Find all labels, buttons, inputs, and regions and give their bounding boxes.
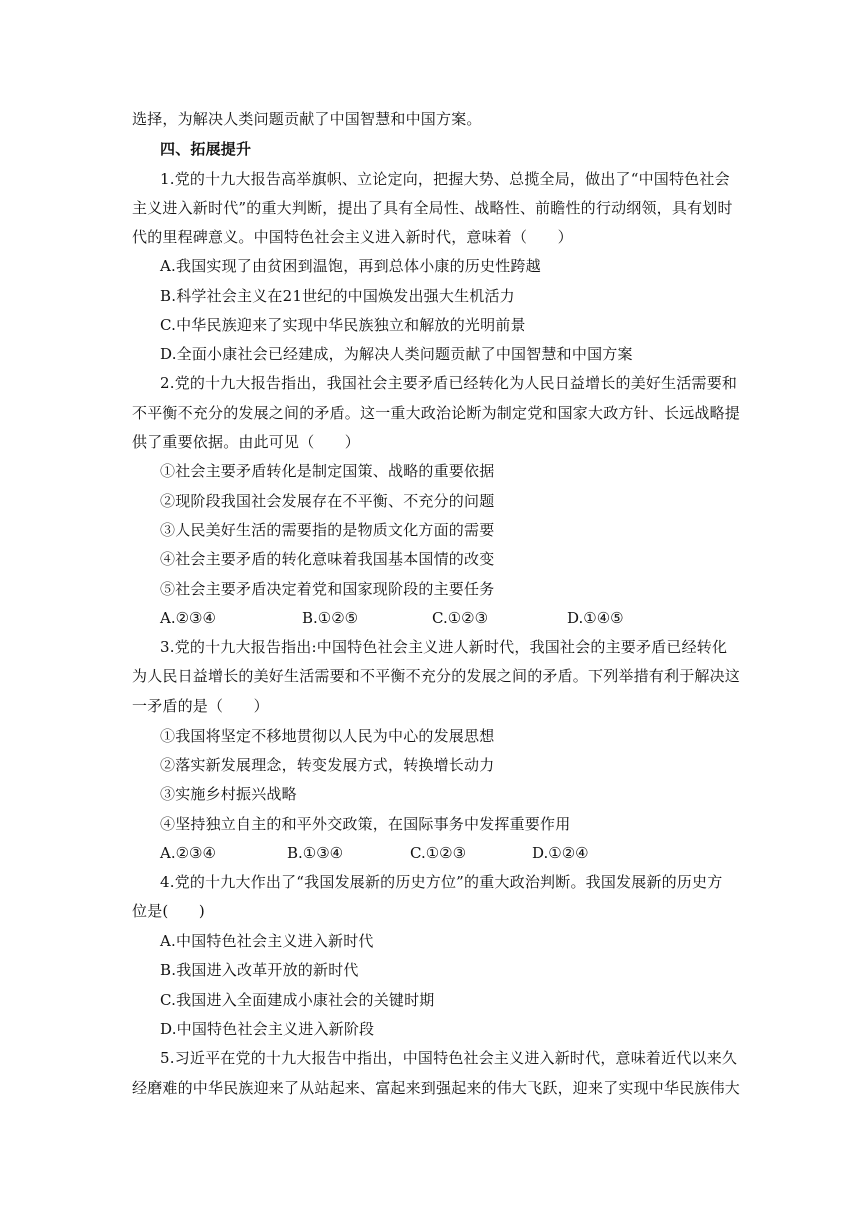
intro-line: 选择，为解决人类问题贡献了中国智慧和中国方案。 [132, 110, 482, 128]
q3-choice-a: A.②③④ [160, 844, 216, 862]
q2-statement-3: ③人民美好生活的需要指的是物质文化方面的需要 [160, 521, 495, 539]
q2-line-3: 供了重要依据。由此可见（ ） [132, 433, 361, 451]
q3-statement-3: ③实施乡村振兴战略 [160, 785, 297, 803]
q2-choice-c: C.①②③ [432, 609, 489, 627]
q3-statement-2: ②落实新发展理念，转变发展方式，转换增长动力 [160, 756, 495, 774]
q3-line-3: 一矛盾的是（ ） [132, 697, 269, 715]
q3-choice-c: C.①②③ [410, 844, 467, 862]
q4-option-b: B.我国进入改革开放的新时代 [160, 961, 359, 979]
q3-choice-d: D.①②④ [532, 844, 589, 862]
q1-line-1: 1.党的十九大报告高举旗帜、立论定向，把握大势、总揽全局，做出了“中国特色社会 [160, 170, 730, 188]
q3-line-1: 3.党的十九大报告指出:中国特色社会主义进人新时代，我国社会的主要矛盾已经转化 [160, 638, 728, 656]
q3-choice-b: B.①③④ [287, 844, 344, 862]
q1-option-b: B.科学社会主义在21世纪的中国焕发出强大生机活力 [160, 287, 515, 305]
q1-option-a: A.我国实现了由贫困到温饱，再到总体小康的历史性跨越 [160, 257, 541, 275]
q4-line-2: 位是( ) [132, 902, 205, 920]
q1-option-d: D.全面小康社会已经建成，为解决人类问题贡献了中国智慧和中国方案 [160, 345, 633, 363]
q2-line-2: 不平衡不充分的发展之间的矛盾。这一重大政治论断为制定党和国家大政方针、长远战略提 [132, 404, 741, 422]
q4-line-1: 4.党的十九大作出了“我国发展新的历史方位”的重大政治判断。我国发展新的历史方 [160, 873, 723, 891]
q2-line-1: 2.党的十九大报告指出，我国社会主要矛盾已经转化为人民日益增长的美好生活需要和 [160, 374, 738, 392]
q2-statement-5: ⑤社会主要矛盾决定着党和国家现阶段的主要任务 [160, 580, 495, 598]
q2-statement-4: ④社会主要矛盾的转化意味着我国基本国情的改变 [160, 550, 495, 568]
q5-line-1: 5.习近平在党的十九大报告中指出，中国特色社会主义进入新时代，意味着近代以来久 [160, 1049, 738, 1067]
q3-statement-4: ④坚持独立自主的和平外交政策，在国际事务中发挥重要作用 [160, 815, 571, 833]
q1-line-3: 代的里程碑意义。中国特色社会主义进入新时代，意味着（ ） [132, 228, 573, 246]
q2-choice-d: D.①④⑤ [567, 609, 624, 627]
q1-option-c: C.中华民族迎来了实现中华民族独立和解放的光明前景 [160, 316, 526, 334]
q4-option-a: A.中国特色社会主义进入新时代 [160, 932, 374, 950]
section-heading: 四、拓展提升 [160, 140, 252, 158]
q2-statement-2: ②现阶段我国社会发展存在不平衡、不充分的问题 [160, 492, 495, 510]
q3-line-2: 为人民日益增长的美好生活需要和不平衡不充分的发展之间的矛盾。下列举措有利于解决这 [132, 667, 741, 685]
q2-choice-b: B.①②⑤ [302, 609, 359, 627]
q4-option-d: D.中国特色社会主义进入新阶段 [160, 1020, 375, 1038]
q5-line-2: 经磨难的中华民族迎来了从站起来、富起来到强起来的伟大飞跃，迎来了实现中华民族伟大 [132, 1079, 741, 1097]
q2-statement-1: ①社会主要矛盾转化是制定国策、战略的重要依据 [160, 462, 495, 480]
q4-option-c: C.我国进入全面建成小康社会的关键时期 [160, 991, 435, 1009]
q1-line-2: 主义进入新时代”的重大判断，提出了具有全局性、战略性、前瞻性的行动纲领，具有划时 [132, 199, 733, 217]
q2-choice-a: A.②③④ [160, 609, 216, 627]
q3-statement-1: ①我国将坚定不移地贯彻以人民为中心的发展思想 [160, 727, 495, 745]
